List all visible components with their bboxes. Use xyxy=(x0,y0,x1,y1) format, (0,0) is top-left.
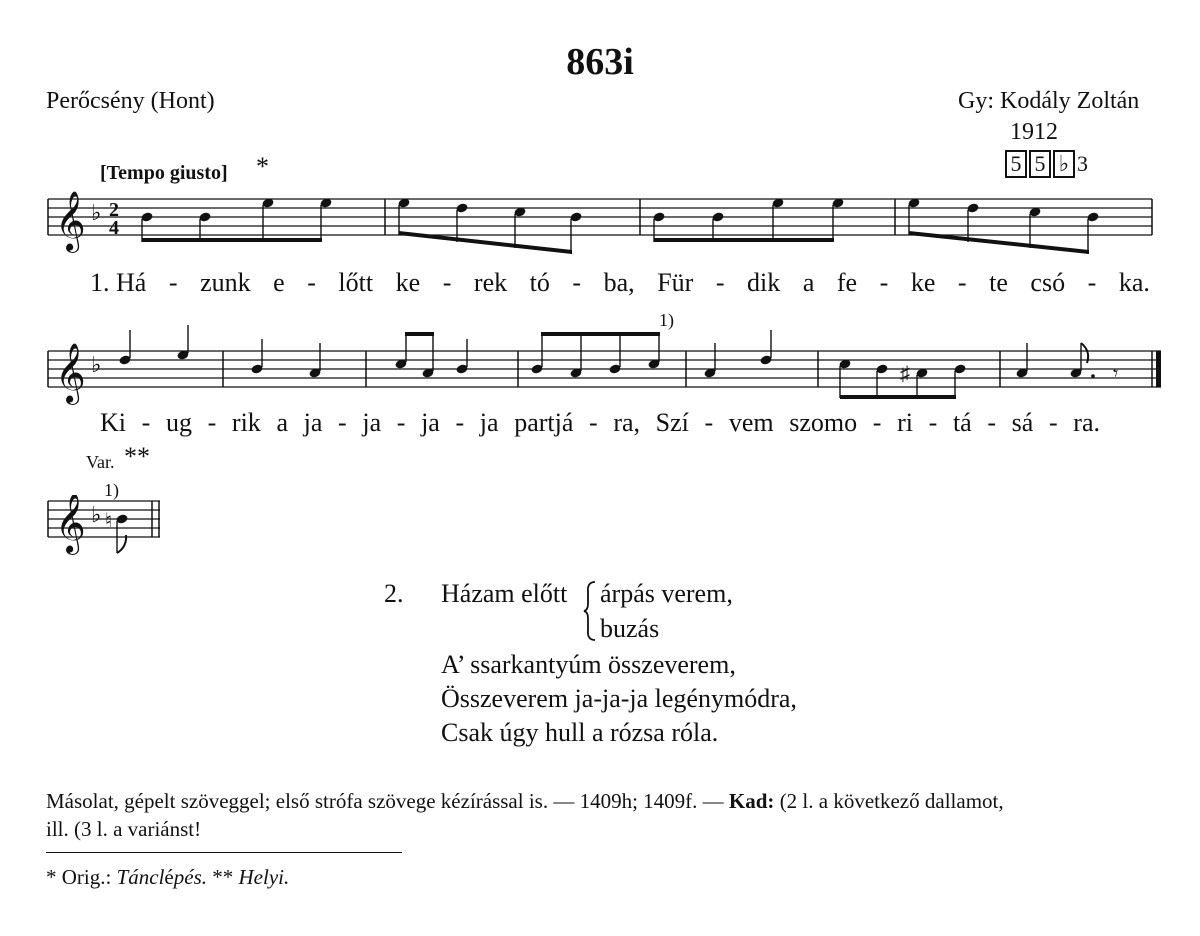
footnote-marker-1: 1) xyxy=(659,310,674,330)
stanza-line: A’ ssarkantyúm összeverem, xyxy=(441,650,736,679)
brace-option-2: buzás xyxy=(600,614,660,643)
stanza-number: 2. xyxy=(384,579,404,608)
footnote-divider xyxy=(46,852,402,853)
brace-option-1: árpás verem, xyxy=(600,579,733,608)
source-note-line-2: ill. (3 l. a variánst! xyxy=(46,817,202,841)
syllable: te xyxy=(989,268,1008,297)
staff-lines xyxy=(48,351,1161,387)
sharp-icon: ♯ xyxy=(900,363,910,385)
syllable: - xyxy=(338,408,347,437)
footnote-helyi: Helyi. xyxy=(238,865,290,889)
syllable: fe xyxy=(836,268,858,297)
variant-staff xyxy=(0,495,200,565)
footnote-orig-italic xyxy=(117,865,165,889)
source-note-text: Másolat, gépelt szöveggel; első strófa szövege kézírással is. — 1409h; 1409f. — xyxy=(46,789,724,813)
syllable: partjá xyxy=(514,408,574,437)
syllable: ba, xyxy=(603,268,635,297)
measure-9 xyxy=(703,330,772,379)
syllable: ri xyxy=(897,408,913,437)
syllable: - xyxy=(589,408,598,437)
footnote-orig-label: Orig.: xyxy=(61,865,112,889)
cadence-box: ♭ xyxy=(1053,150,1075,178)
treble-clef-icon: 𝄞 xyxy=(55,495,86,552)
footnote-orig-upright: é xyxy=(164,865,174,889)
syllable: Ki xyxy=(100,408,126,437)
source-note-bold: Kad: xyxy=(728,789,775,813)
cadence-formula xyxy=(1005,150,1088,178)
syllable: ra, xyxy=(613,408,641,437)
syllable: a xyxy=(276,408,288,437)
syllable: - xyxy=(987,408,997,437)
time-sig-bottom: 4 xyxy=(109,217,119,239)
syllable: - xyxy=(207,408,217,437)
measure-11 xyxy=(1015,343,1118,385)
measure-8 xyxy=(530,332,660,379)
syllable: zunk xyxy=(200,268,251,297)
syllable: tá xyxy=(952,408,972,437)
stanza-line-1-start: Házam előtt xyxy=(441,579,568,608)
brace-icon xyxy=(583,580,597,642)
cadence-box: 5 xyxy=(1029,150,1051,178)
syllable: e xyxy=(273,268,285,297)
syllable: dik xyxy=(747,268,781,297)
syllable: - xyxy=(928,408,938,437)
syllable: Szí xyxy=(655,408,689,437)
time-sig-top: 2 xyxy=(109,199,119,221)
syllable: - xyxy=(396,408,406,437)
music-staff-2 xyxy=(0,320,1200,410)
syllable: rek xyxy=(473,268,508,297)
syllable: ja xyxy=(421,408,440,437)
variant-label: Var. xyxy=(86,452,115,472)
syllable: a xyxy=(802,268,815,297)
measure-10 xyxy=(838,358,966,399)
syllable: tó xyxy=(529,268,550,297)
syllable: rik xyxy=(231,408,261,437)
flat-icon: ♭ xyxy=(91,200,102,225)
syllable: - xyxy=(141,408,151,437)
syllable: 1. Há xyxy=(90,268,147,297)
syllable: - xyxy=(715,268,725,297)
source-note-line-1 xyxy=(46,789,1004,814)
syllable: vem xyxy=(728,408,774,437)
syllable: - xyxy=(957,268,967,297)
staff-lines xyxy=(48,199,1152,235)
footnote xyxy=(46,865,289,890)
syllable: - xyxy=(879,268,889,297)
flat-icon: ♭ xyxy=(91,352,102,377)
tempo-marking: [Tempo giusto] xyxy=(100,162,228,184)
syllable: csó xyxy=(1030,268,1066,297)
syllable: ra. xyxy=(1073,408,1100,437)
syllable: ke xyxy=(395,268,421,297)
measure-7 xyxy=(394,332,468,379)
variant-footnote-mark: ** xyxy=(124,442,150,471)
footnote-marker-variant: 1) xyxy=(104,480,119,500)
stanza-line: Csak úgy hull a rózsa róla. xyxy=(441,718,719,747)
footnote-star: * xyxy=(46,865,57,889)
footnote-orig-italic-1: Táncl xyxy=(116,865,165,889)
music-staff-1 xyxy=(0,180,1200,260)
syllable: - xyxy=(572,268,582,297)
syllable: szomo xyxy=(789,408,858,437)
syllable: Für xyxy=(657,268,694,297)
place-label: Perőcsény (Hont) xyxy=(46,88,215,114)
syllable: ja xyxy=(362,408,382,437)
eighth-rest-icon: 𝄾 xyxy=(1113,363,1119,385)
syllable: - xyxy=(307,268,316,297)
flat-icon: ♭ xyxy=(91,502,102,527)
collector-label: Gy: Kodály Zoltán xyxy=(958,88,1140,114)
treble-clef-icon: 𝄞 xyxy=(55,345,86,402)
measure-6 xyxy=(250,339,321,379)
lyrics-line-2 xyxy=(100,408,1100,438)
treble-clef-icon: 𝄞 xyxy=(55,193,86,250)
syllable: - xyxy=(872,408,882,437)
lyrics-line-1 xyxy=(90,268,1150,298)
cadence-box: 5 xyxy=(1005,150,1027,178)
syllable: - xyxy=(704,408,714,437)
syllable: - xyxy=(1048,408,1058,437)
footnote-double-star: ** xyxy=(212,865,234,889)
page-title: 863i xyxy=(566,41,634,83)
stanza-line: Összeverem ja-ja-ja legénymódra, xyxy=(441,684,797,713)
syllable: - xyxy=(168,268,178,297)
syllable: sá xyxy=(1011,408,1034,437)
syllable: ka. xyxy=(1118,268,1150,297)
tempo-footnote-mark: * xyxy=(256,152,269,181)
syllable: - xyxy=(455,408,465,437)
syllable: - xyxy=(1087,268,1097,297)
syllable: lőtt xyxy=(338,268,374,297)
final-barline xyxy=(1156,351,1161,387)
syllable: - xyxy=(442,268,452,297)
flag-icon xyxy=(117,535,126,553)
syllable: ja xyxy=(303,408,323,437)
syllable: ke xyxy=(910,268,936,297)
cadence-tail: 3 xyxy=(1077,151,1088,176)
syllable: ug xyxy=(165,408,192,437)
syllable: ja xyxy=(479,408,499,437)
source-note-text-2: (2 l. a következő dallamot, xyxy=(779,789,1004,813)
natural-icon: ♮ xyxy=(105,510,113,532)
footnote-orig-italic-2: pés. xyxy=(173,865,207,889)
year-label: 1912 xyxy=(1010,119,1058,145)
